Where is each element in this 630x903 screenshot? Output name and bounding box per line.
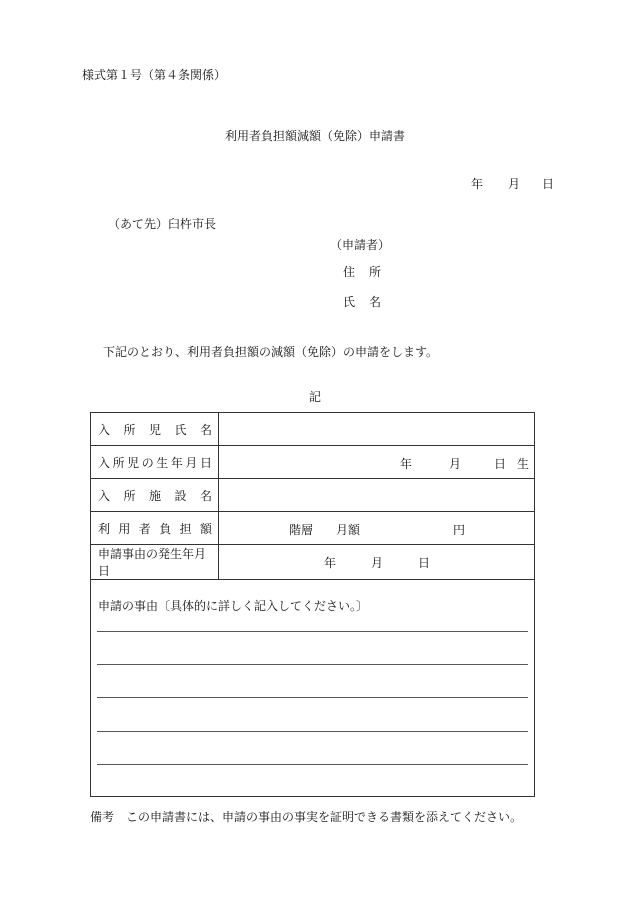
application-table (90, 412, 535, 797)
reason-field[interactable] (91, 580, 535, 797)
intro-text: 下記のとおり、利用者負担額の減額（免除）の申請をします。 (103, 345, 439, 359)
child-name-label: 入所児氏名 (91, 413, 219, 446)
tier-label: 階層 (289, 523, 314, 537)
reason-line (97, 631, 528, 632)
form-number: 様式第１号（第４条関係） (82, 68, 227, 82)
remarks: 備考 この申請書には、申請の事由の事実を証明できる書類を添えてください。 (90, 810, 523, 824)
name-label: 氏 名 (343, 295, 383, 309)
reason-line (97, 697, 528, 698)
reason-label: 申請の事由〔具体的に詳しく記入してください。〕 (98, 599, 369, 613)
occurrence-date-label: 申請事由の発生年月日 (91, 545, 219, 580)
date-day: 日 (542, 177, 555, 191)
occurrence-year: 年 (324, 556, 337, 570)
address-label: 住 所 (343, 265, 383, 279)
birth-day: 日 (494, 457, 507, 471)
birth-month: 月 (449, 457, 462, 471)
occurrence-date-field[interactable] (219, 545, 535, 580)
table-row (91, 446, 535, 479)
table-row (91, 580, 535, 797)
facility-label: 入所施設名 (91, 479, 219, 512)
table-row (91, 545, 535, 580)
table-row (91, 413, 535, 446)
ki-heading: 記 (308, 390, 321, 404)
table-row (91, 512, 535, 545)
birthdate-label: 入所児の生年月日 (91, 446, 219, 479)
document-title: 利用者負担額減額（免除）申請書 (224, 129, 405, 143)
occurrence-day: 日 (418, 556, 431, 570)
facility-field[interactable] (219, 479, 535, 512)
reason-line (97, 764, 528, 765)
birth-suffix: 生 (517, 457, 530, 471)
table-row (91, 479, 535, 512)
fee-field[interactable] (219, 512, 535, 545)
reason-line (97, 664, 528, 665)
date-month: 月 (508, 177, 521, 191)
date-line (471, 175, 554, 192)
birthdate-field[interactable] (219, 446, 535, 479)
yen-label: 円 (453, 523, 466, 537)
date-year: 年 (471, 177, 484, 191)
birth-year: 年 (400, 457, 413, 471)
reason-line (97, 731, 528, 732)
fee-label: 利用者負担額 (91, 512, 219, 545)
applicant-label: （申請者） (330, 238, 391, 252)
monthly-label: 月額 (336, 523, 361, 537)
child-name-field[interactable] (219, 413, 535, 446)
occurrence-month: 月 (371, 556, 384, 570)
addressee: （あて先）臼杵市長 (108, 217, 217, 231)
